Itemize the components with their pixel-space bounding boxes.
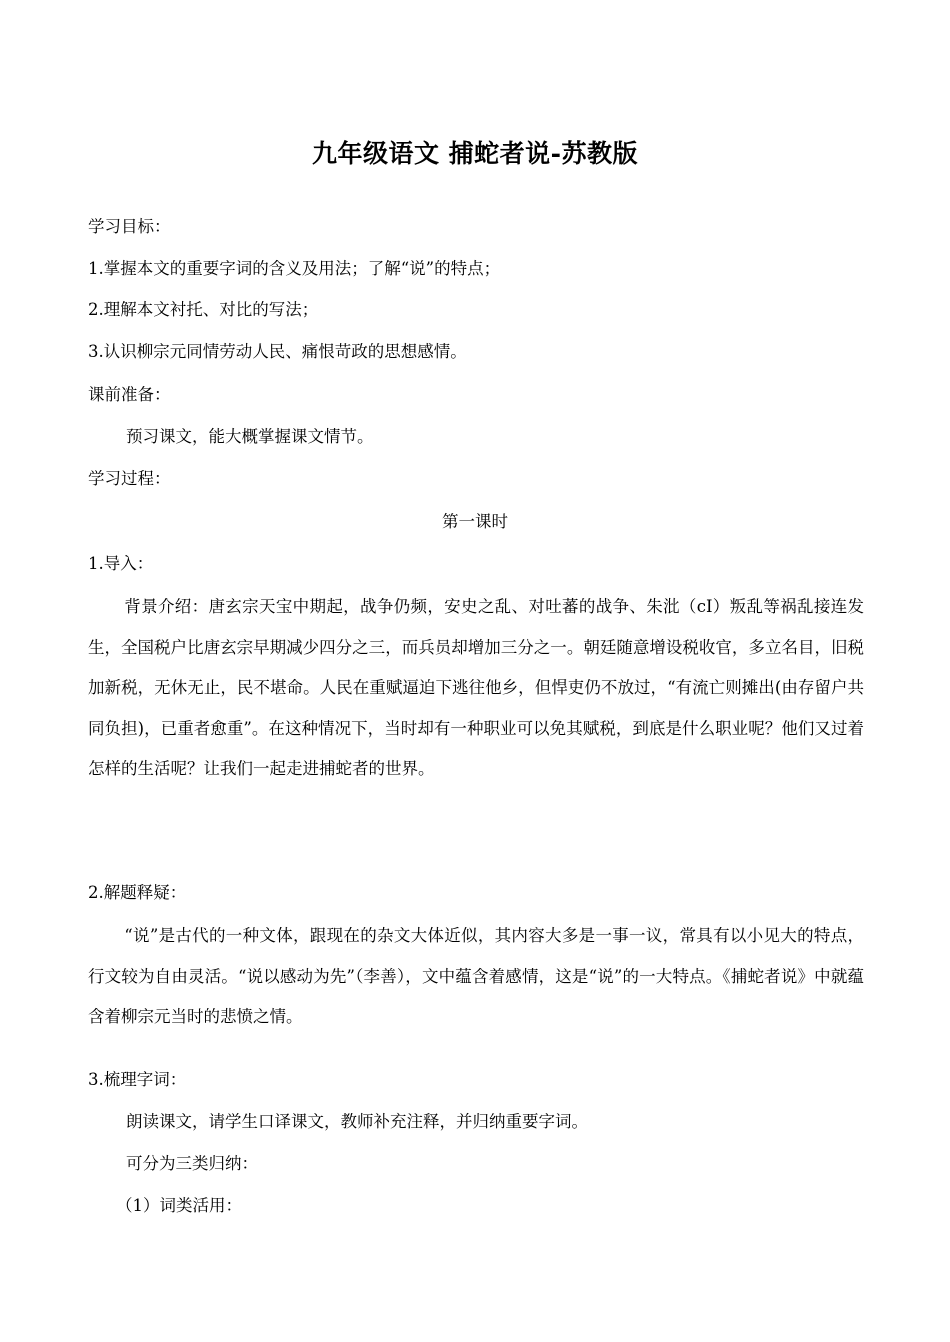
- section2-heading: 2.解题释疑：: [88, 883, 187, 902]
- goals-heading: 学习目标：: [88, 217, 171, 236]
- section3-line-2: 可分为三类归纳：: [126, 1154, 258, 1173]
- section3-line-1: 朗读课文，请学生口译课文，教师补充注释，并归纳重要字词。: [126, 1112, 588, 1131]
- goal-item-3: 3.认识柳宗元同情劳动人民、痛恨苛政的思想感情。: [88, 342, 467, 361]
- goal-item-1: 1.掌握本文的重要字词的含义及用法；了解“说”的特点；: [88, 259, 501, 278]
- process-heading: 学习过程：: [88, 469, 171, 488]
- section2-paragraph: “说”是古代的一种文体，跟现在的杂文大体近似，其内容大多是一事一议，常具有以小见大的特点，行文较为自由灵活。“说以感动为先”（李善），文中蕴含着感情，这是“说”的一大特点。《捕蛇者说》中就蕴含着柳宗元当时的悲愤之情。: [88, 926, 864, 1026]
- section1-heading: 1.导入：: [88, 554, 154, 573]
- document-title: 九年级语文 捕蛇者说-苏教版: [311, 139, 639, 168]
- prep-text: 预习课文，能大概掌握课文情节。: [126, 427, 374, 446]
- lesson-title: 第一课时: [442, 512, 508, 531]
- section1-paragraph: 背景介绍：唐玄宗天宝中期起，战争仍频，安史之乱、对吐蕃的战争、朱沘（cI）叛乱等祸乱接连发生，全国税户比唐玄宗早期减少四分之三，而兵员却增加三分之一。朝廷随意增设税收官，多立名目，旧税加新税，无休无止，民不堪命。人民在重赋逼迫下逃往他乡，但悍吏仍不放过，“有流亡则摊出(由存留户共同负担)，已重者愈重”。在这种情况下，当时却有一种职业可以免其赋税，到底是什么职业呢？他们又过着怎样的生活呢？让我们一起走进捕蛇者的世界。: [88, 597, 864, 778]
- section3-heading: 3.梳理字词：: [88, 1070, 187, 1089]
- section3-item-1: （1）词类活用：: [116, 1196, 242, 1215]
- goal-item-2: 2.理解本文衬托、对比的写法；: [88, 300, 319, 319]
- prep-heading: 课前准备：: [88, 385, 171, 404]
